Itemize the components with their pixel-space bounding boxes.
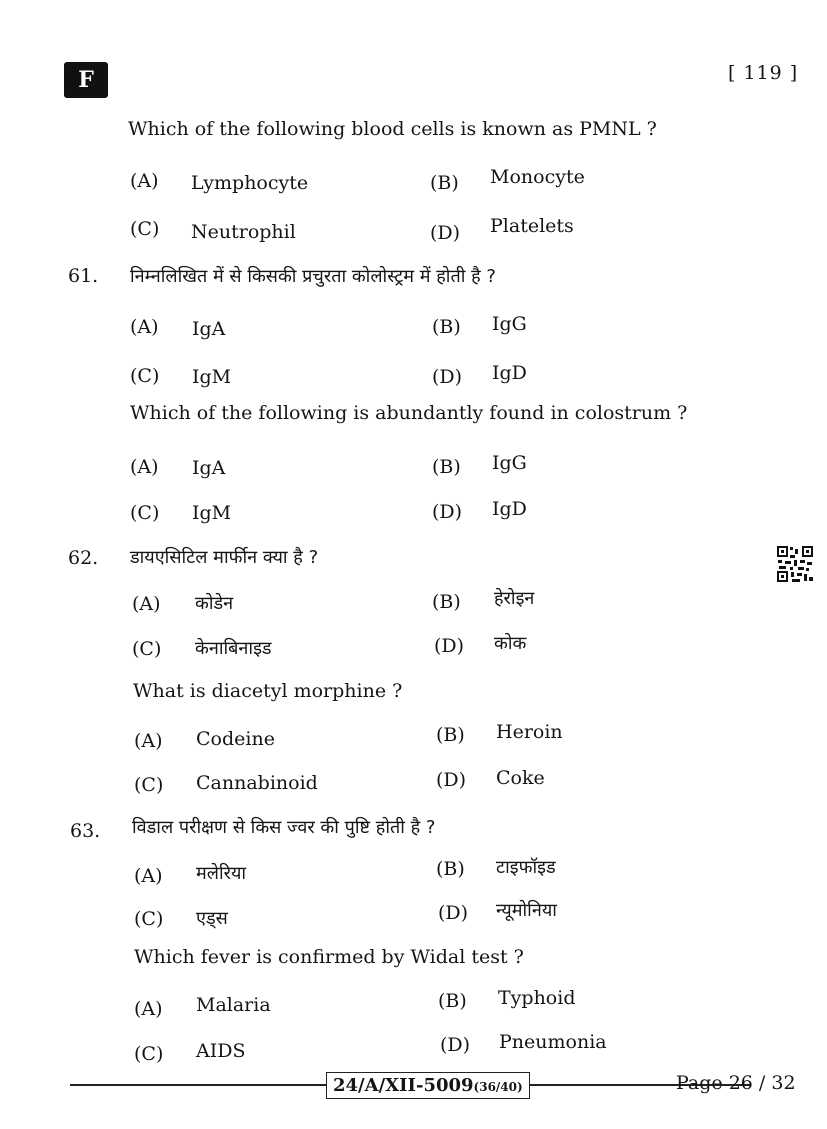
option-text: Heroin bbox=[496, 721, 563, 743]
option-label: (A) bbox=[134, 730, 163, 752]
option-text: IgG bbox=[492, 313, 527, 335]
option-text: Typhoid bbox=[498, 987, 576, 1009]
option-text: केनाबिनाइड bbox=[195, 638, 272, 659]
page-number-footer: Page 26 / 32 bbox=[676, 1072, 796, 1094]
option-label: (B) bbox=[430, 172, 459, 194]
option-label: (A) bbox=[132, 593, 161, 615]
option-label: (D) bbox=[434, 635, 465, 657]
option-text: एड्स bbox=[196, 908, 228, 929]
option-text: Pneumonia bbox=[499, 1031, 607, 1053]
question-62-hindi: डायएसिटिल मार्फीन क्या है ? bbox=[130, 547, 319, 568]
question-63-hindi: विडाल परीक्षण से किस ज्वर की पुष्टि होती है ? bbox=[132, 817, 436, 838]
option-label: (C) bbox=[134, 774, 164, 796]
option-text: कोक bbox=[494, 633, 527, 654]
option-text: IgD bbox=[492, 362, 527, 384]
option-label: (C) bbox=[130, 365, 160, 387]
option-label: (A) bbox=[130, 316, 159, 338]
option-text: Malaria bbox=[196, 994, 271, 1016]
option-text: IgG bbox=[492, 452, 527, 474]
set-badge: F bbox=[64, 62, 108, 98]
option-label: (A) bbox=[130, 170, 159, 192]
question-63-english: Which fever is confirmed by Widal test ? bbox=[134, 946, 524, 968]
option-text: IgA bbox=[192, 457, 226, 479]
option-label: (A) bbox=[134, 998, 163, 1020]
option-label: (B) bbox=[432, 316, 461, 338]
question-number: 63. bbox=[70, 820, 101, 842]
option-label: (C) bbox=[134, 1043, 164, 1065]
paper-code bbox=[326, 1072, 530, 1099]
question-62-english: What is diacetyl morphine ? bbox=[133, 680, 403, 702]
option-text: Monocyte bbox=[490, 166, 585, 188]
option-text: Neutrophil bbox=[191, 221, 296, 243]
option-text: टाइफॉइड bbox=[496, 857, 556, 878]
option-text: IgA bbox=[192, 318, 226, 340]
option-label: (A) bbox=[130, 456, 159, 478]
question-61-english: Which of the following is abundantly found in colostrum ? bbox=[130, 402, 688, 424]
option-label: (D) bbox=[430, 222, 461, 244]
option-label: (B) bbox=[436, 724, 465, 746]
option-label: (C) bbox=[134, 908, 164, 930]
option-text: IgM bbox=[192, 502, 232, 524]
option-text: IgD bbox=[492, 498, 527, 520]
option-label: (D) bbox=[436, 769, 467, 791]
option-label: (C) bbox=[130, 218, 160, 240]
option-text: AIDS bbox=[196, 1040, 246, 1062]
option-text: हेरोइन bbox=[494, 588, 535, 609]
option-text: Platelets bbox=[490, 215, 574, 237]
option-text: Coke bbox=[496, 767, 545, 789]
paper-code-main: 24/A/XII-5009 bbox=[333, 1075, 474, 1096]
page-number-top: [ 119 ] bbox=[728, 62, 799, 84]
option-text: Cannabinoid bbox=[196, 772, 318, 794]
option-text: Codeine bbox=[196, 728, 275, 750]
option-text: Lymphocyte bbox=[191, 172, 309, 194]
option-label: (B) bbox=[432, 591, 461, 613]
question-number: 62. bbox=[68, 547, 99, 569]
qr-code-icon bbox=[776, 545, 814, 583]
question-61-hindi: निम्नलिखित में से किसकी प्रचुरता कोलोस्ट्रम में होती है ? bbox=[130, 266, 496, 287]
option-label: (D) bbox=[432, 366, 463, 388]
option-text: मलेरिया bbox=[196, 863, 247, 884]
question-number: 61. bbox=[68, 265, 99, 287]
paper-code-sub: (36/40) bbox=[473, 1080, 523, 1094]
option-label: (C) bbox=[132, 638, 162, 660]
option-label: (D) bbox=[440, 1034, 471, 1056]
option-label: (B) bbox=[438, 990, 467, 1012]
option-label: (D) bbox=[432, 501, 463, 523]
option-label: (C) bbox=[130, 502, 160, 524]
option-label: (A) bbox=[134, 865, 163, 887]
option-label: (D) bbox=[438, 902, 469, 924]
option-text: कोडेन bbox=[195, 593, 234, 614]
option-text: न्यूमोनिया bbox=[496, 900, 557, 921]
option-label: (B) bbox=[436, 858, 465, 880]
question-60-english: Which of the following blood cells is known as PMNL ? bbox=[128, 118, 657, 140]
option-label: (B) bbox=[432, 456, 461, 478]
option-text: IgM bbox=[192, 366, 232, 388]
